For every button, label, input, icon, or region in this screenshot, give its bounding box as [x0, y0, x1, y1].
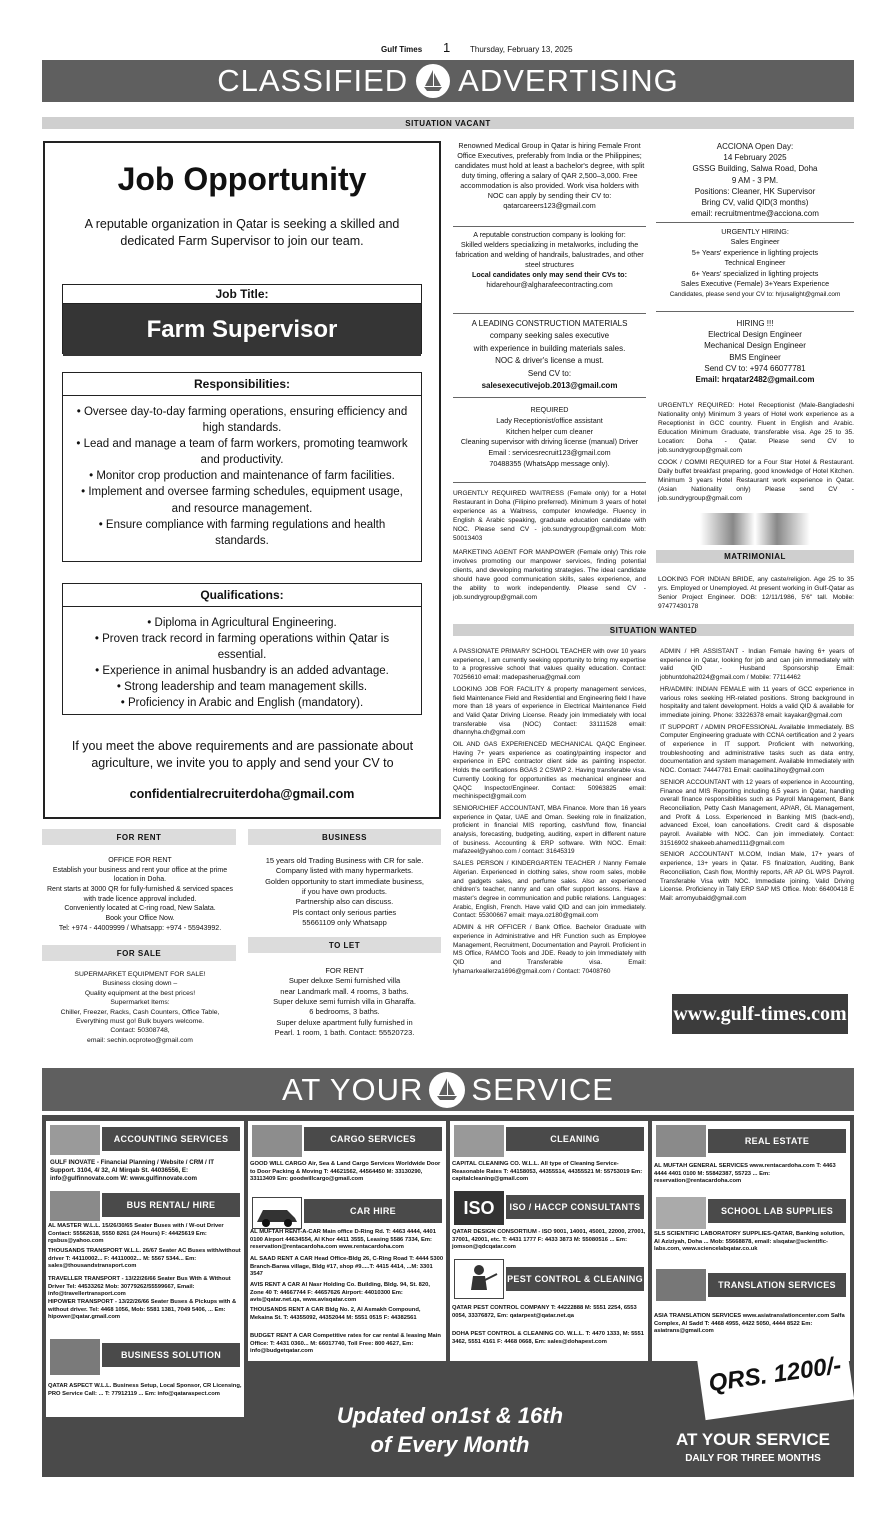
list-item: ADMIN / HR ASSISTANT - Indian Female having 6+ years of experience in Qatar, looking for job and can join immediately with valid QID - Husband Sponsorship Email: jobhuntdoha2024@gmail.com / Mobile: 77114462	[660, 648, 854, 682]
list-item: • Diploma in Agricultural Engineering.	[147, 617, 337, 629]
divider	[453, 226, 646, 227]
let-line: 6 bedrooms, 3 baths.	[309, 1007, 380, 1017]
sale-line: Quality equipment at the best prices!	[84, 989, 196, 997]
translation-image	[656, 1269, 706, 1301]
website-link[interactable]: www.gulf-times.com	[672, 994, 848, 1034]
construction-ad	[453, 230, 646, 290]
car-text-1: AL MUFTAH RENT-A-CAR Main office D-Ring Rd. T: 4463 4444, 4401 0100 Airport 44634554, Al Khor 4411 3555, Leasing 5586 7334, Em: reservation@rentacardoha.com www.rentacardoha.com	[250, 1229, 436, 1251]
classified-banner	[42, 60, 854, 102]
responsibilities-label: Responsibilities:	[63, 373, 421, 396]
materials-line: company seeking sales executive	[489, 331, 610, 341]
matrimonial-ad: LOOKING FOR INDIAN BRIDE, any caste/religion. Age 25 to 35 yrs. Employed or Unemployed. At present working in Gulf-Qatar as Senior Project Engineer. DOB: 12/11/1986, 5'6" tall. Mobile: 97477430178	[658, 576, 854, 611]
office-line: Conveniently located at C-ring road, New Salata.	[64, 905, 216, 913]
sale-line: Contact: 50308748,	[110, 1027, 170, 1035]
uh-line: URGENTLY HIRING:	[721, 227, 789, 236]
service-col-2	[248, 1121, 446, 1361]
updated-note	[250, 1402, 650, 1459]
biz-line: if you have own products.	[301, 887, 388, 897]
iso-icon: ISO	[454, 1191, 504, 1225]
sale-line: Everything must go! Bulk buyers welcome.	[75, 1017, 205, 1025]
for-rent-bar: FOR RENT	[42, 829, 236, 845]
list-item: • Experience in animal husbandry is an added advantage.	[95, 665, 389, 678]
ays-subtitle: DAILY FOR THREE MONTHS	[685, 1453, 821, 1464]
page-number: 1	[443, 40, 451, 55]
accounting-header: ACCOUNTING SERVICES	[102, 1127, 240, 1151]
list-item: A PASSIONATE PRIMARY SCHOOL TEACHER with over 10 years experience, I am currently seeking opportunity to bring my expertise to a progressive school that values quality education. Contact: 70256610 email: madepasherua@gmail.com	[453, 648, 646, 682]
paper-name: Gulf Times	[381, 45, 423, 54]
materials-line: with experience in building materials sales.	[473, 343, 626, 353]
list-item: OIL AND GAS EXPERIENCED MECHANICAL QAQC Engineer. Having 7+ years experience as coating/painting inspector and experience in EPC contractor client side as painting inspector. Holds the certifications BGAS 2 CSWIP 2. Having transferable visa. Currently Looking for opportunities as mechanical engineer and QAQC Inspector/Engineer. Contact: 50963825 email: mechinispect@gmail.com	[453, 741, 646, 801]
job-opportunity-ad	[43, 141, 441, 819]
biz-line: Pls contact only serious parties	[292, 907, 397, 917]
job-email: confidentialrecruiterdoha@gmail.com	[129, 787, 355, 801]
biz-line: Company listed with many hypermarkets.	[275, 866, 414, 876]
cleaning-image	[454, 1125, 504, 1157]
business-solution-header: BUSINESS SOLUTION	[102, 1343, 240, 1367]
sale-line: SUPERMARKET EQUIPMENT FOR SALE!	[74, 971, 206, 978]
sale-line: Chiller, Freezer, Racks, Cash Counters, Office Table,	[60, 1008, 220, 1016]
materials-line: NOC & driver's license a must.	[495, 356, 604, 366]
list-item: HR/ADMIN: INDIAN FEMALE with 11 years of GCC experience in various roles seeking HR-related positions. Strong background in hospitality and talent development. Holds a valid QID & available for immediate joining. Phone: 33226378 email: kayakar@gmail.com	[660, 685, 854, 719]
wanted-left-column	[453, 648, 646, 976]
required-line: Kitchen helper cum cleaner	[505, 426, 594, 436]
uh-line: Sales Executive (Female) 3+Years Experience	[680, 279, 830, 289]
sale-line: email: sechin.ocproteo@gmail.com	[87, 1036, 193, 1044]
pest-text-2: DOHA PEST CONTROL & CLEANING CO. W.L.L. T: 4470 1333, M: 5551 3462, 5551 4161 F: 4468 0668, Em: sales@dohapest.com	[452, 1331, 644, 1345]
situation-wanted-bar: SITUATION WANTED	[453, 624, 854, 636]
list-item: • Strong leadership and team management skills.	[116, 681, 368, 694]
car-hire-header: CAR HIRE	[304, 1199, 442, 1223]
business-ad	[248, 856, 441, 928]
divider	[453, 313, 646, 314]
business-image	[50, 1339, 100, 1375]
school-lab-image	[656, 1197, 706, 1229]
banner-left: AT YOUR	[282, 1071, 424, 1107]
iso-header: ISO / HACCP CONSULTANTS	[506, 1195, 644, 1219]
job-title-label: Job Title:	[63, 285, 421, 304]
uh-line: 6+ Years' specialized in lighting projects	[691, 268, 819, 278]
service-col-4	[652, 1121, 850, 1361]
required-line: 70488355 (WhatsApp message only).	[489, 458, 610, 468]
accounting-image	[50, 1125, 100, 1155]
bus-text-3: TRAVELLER TRANSPORT - 13/22/26/66 Seater Bus With & Without Driver Tel: 44533262 Mob: 30779262/55599667, Email: info@travellertransport.com	[48, 1276, 231, 1298]
qualifications-list	[63, 607, 421, 712]
divider	[453, 397, 646, 398]
office-line: Rent starts at 3000 QR for fully-furnished & serviced spaces with trade licence approval included.	[47, 885, 233, 903]
hiring-email: Email: hrqatar2482@gmail.com	[695, 374, 815, 384]
sale-line: Business closing down –	[102, 980, 178, 988]
price-badge: QRS. 1200/-	[696, 1330, 854, 1420]
service-col-1	[46, 1121, 244, 1417]
uh-line: 5+ Years' experience in lighting projects	[691, 247, 819, 257]
list-item: IT SUPPORT / ADMIN PROFESSIONAL Available Immediately. BS Computer Engineering graduate with CCNA certification and 2 years of experience in IT support. Proficient with networking, troubleshooting and administrative tasks such as data entry, documentation and system management. Available Immediately with NOC. Contact: 74447781 Email: caoliha1ihoy@gmail.com	[660, 723, 854, 775]
office-line: Establish your business and rent your office at the prime location in Doha.	[52, 866, 228, 884]
office-line: Tel: +974 - 44009999 / Whatsapp: +974 - 55943992.	[58, 924, 222, 932]
biz-line: 55661109 only Whatsapp	[302, 918, 387, 928]
hiring-line: Electrical Design Engineer	[708, 330, 802, 340]
let-line: near Landmark mall. 4 rooms, 3 baths.	[280, 986, 409, 996]
list-item: • Implement and oversee farming schedules, equipment usage, and resource management.	[81, 486, 403, 515]
list-item: SENIOR/CHIEF ACCOUNTANT, MBA Finance. More than 16 years experience in Qatar, UAE and Oman. Seeking role in finalization, proficient in financial MIS reporting, cash/fund flow, financial analysis, forecasting, budgeting, auditing, expert in different nature of business. Accounting & ERP software. With NOC. Email: mafazeel@yahoo.com / contact: 31645319	[453, 804, 646, 856]
let-line: Super deluxe Semi furnished villa	[288, 976, 401, 986]
qualifications-box	[62, 583, 422, 715]
medical-ad	[453, 141, 646, 211]
to-let-bar: TO LET	[248, 937, 441, 953]
car-icon	[252, 1197, 302, 1229]
required-line: Lady Receptionist/office assistant	[496, 415, 603, 425]
bus-header: BUS RENTAL/ HIRE	[102, 1193, 240, 1217]
job-intro: A reputable organization in Qatar is seeking a skilled and dedicated Farm Supervisor to join our team.	[84, 217, 400, 248]
bus-text-2: THOUSANDS TRANSPORT W.L.L. 26/67 Seater AC Buses with/without driver T: 44110002... F: 44110002... M: 5567 5344... Em: sales@thousandstransport.com	[48, 1248, 241, 1270]
medical-text: Renowned Medical Group in Qatar is hiring Female Front Office Executives, preferably from India or the Philippines; candidates must hold at least a bachelor's degree, with split duty timing, offering a salary of QAR 2,500–3,000. Free accommodation is also provided. Work visa holders with NOC can apply by sending their CV to:	[454, 141, 645, 200]
responsibilities-list	[63, 396, 421, 549]
service-banner	[42, 1068, 854, 1111]
materials-head: A LEADING CONSTRUCTION MATERIALS	[471, 319, 628, 328]
updated-line-2: of Every Month	[370, 1431, 530, 1457]
acciona-line: Bring CV, valid QID(3 months)	[701, 197, 809, 207]
biz-line: 15 years old Trading Business with CR for sale.	[265, 856, 424, 865]
cleaning-header: CLEANING	[506, 1127, 644, 1151]
business-bar: BUSINESS	[248, 829, 441, 845]
urgently-hiring-ad	[656, 227, 854, 299]
acciona-ad	[656, 141, 854, 219]
translation-header: TRANSLATION SERVICES	[708, 1273, 846, 1297]
uh-email: Candidates, please send your CV to: hrjusalight@gmail.com	[669, 290, 841, 298]
list-item: LOOKING JOB FOR FACILITY & property management services, field Maintenance Field and Residential and Engineering field I have more than 18 years of experience in Electrical Maintenance Field and Valid Qatar Driving License. Ready join Immediately with local transferable visa (NOC) Contact: 33111528 email: dhannyha.ch@gmail.com	[453, 685, 646, 737]
translation-text: ASIA TRANSLATION SERVICES www.asiatranslationcenter.com Salfa Complex, Al Sadd T: 4468 4955, 4422 5050, 4444 8522 Em: asiatrans@gmail.com	[654, 1313, 845, 1335]
for-sale-bar: FOR SALE	[42, 945, 236, 961]
list-item: • Proficiency in Arabic and English (mandatory).	[120, 697, 364, 710]
acciona-email: email: recruitmentme@acciona.com	[691, 209, 819, 219]
school-lab-header: SCHOOL LAB SUPPLIES	[708, 1199, 846, 1223]
acciona-line: GSSG Building, Salwa Road, Doha	[692, 164, 818, 174]
acciona-line: 14 February 2025	[723, 153, 787, 163]
real-estate-text: AL MUFTAH GENERAL SERVICES www.rentacardoha.com T: 4463 4444 4401 0100 M: 55842387, 55723 ... Em: reservation@rentacardoha.com	[654, 1163, 836, 1185]
responsibilities-box	[62, 372, 422, 562]
let-line: Super deluxe apartment fully furnished in	[276, 1017, 413, 1027]
job-title-value: Farm Supervisor	[63, 304, 421, 356]
divider	[656, 311, 854, 312]
list-item: • Ensure compliance with farming regulations and health standards.	[98, 518, 386, 547]
real-estate-header: REAL ESTATE	[708, 1129, 846, 1153]
construction-email: hidarehour@algharafeecontracting.com	[486, 279, 613, 289]
bus-text-1: AL MASTER W.L.L. 15/26/30/65 Seater Buses with / W-out Driver Contact: 55562618, 5550 8261 (24 Hours) F: 44425619 Em: rgsbus@yahoo.com	[48, 1223, 224, 1245]
let-line: Super deluxe semi furnish villa in Gharaffa.	[273, 997, 416, 1007]
cook-ad: COOK / COMMI REQUIRED for a Four Star Hotel & Restaurant. Daily buffet breakfast preparing, good knowledge of Hotel Kitchen. Minimum 3 years Hotel Restaurant work experience in Qatar. (Asian Nationality only) Please send CV - job.sundrygroup@gmail.com	[658, 459, 854, 503]
waitress-ad: URGENTLY REQUIRED WAITRESS (Female only) for a Hotel Restaurant in Doha (Filipino preferred). Minimum 3 years of hotel experience as a Waitress, computer knowledge. Fluency in English & Arabic speaking, graduate education candidate with NOC. Please send CV - job.sundrygroup@gmail.com Mob: 50013403	[453, 490, 646, 543]
car-text-4: THOUSANDS RENT A CAR Bldg No. 2, Al Asmakh Compound, Mekaina St. T: 44355092, 44352044 M: 5551 0515 F: 44382561	[250, 1307, 421, 1321]
hiring-line: Send CV to: +974 66077781	[704, 363, 806, 373]
materials-line: Send CV to:	[527, 368, 572, 378]
decorative-graphic	[700, 513, 810, 545]
job-closing: If you meet the above requirements and are passionate about agriculture, we invite you to apply and send your CV to	[71, 739, 414, 770]
hiring-line: Mechanical Design Engineer	[704, 341, 806, 351]
bus-image	[50, 1191, 100, 1221]
biz-line: Partnership also can discuss.	[295, 897, 394, 907]
required-ad	[453, 405, 646, 470]
banner-right: SERVICE	[471, 1071, 614, 1107]
to-let-ad	[248, 966, 441, 1038]
date: Thursday, February 13, 2025	[470, 45, 573, 54]
acciona-line: 9 AM - 3 PM.	[731, 175, 779, 185]
banner-left: CLASSIFIED	[217, 63, 409, 98]
office-line: Book your Office Now.	[105, 914, 175, 922]
let-line: Pearl. 1 room, 1 bath. Contact: 55520723.	[274, 1028, 415, 1038]
pest-header: PEST CONTROL & CLEANING	[506, 1267, 644, 1291]
updated-line-1: Updated on1st & 16th	[336, 1403, 564, 1428]
list-item: ADMIN & HR OFFICER / Bank Office. Bachelor Graduate with experience in Administrative and HR Function such as Employee Management, Recruitment, Documentation and Payroll. Proficient in MS Office, RAMCO Tools and JDE. Ready to join Immediately with QID and Transferable visa. Email: lyhamarkeallerza1696@gmail.com / Contact: 70408760	[453, 924, 646, 975]
service-col-3	[450, 1121, 648, 1361]
car-text-2: AL SAAD RENT A CAR Head Office-Bldg 26, C-Ring Road T: 4444 5300 Branch-Barwa village, Bldg #17, shop #9.....T: 4415 4414, ...M: 3301 3547	[250, 1256, 444, 1278]
real-estate-image	[656, 1125, 706, 1157]
let-line: FOR RENT	[325, 966, 364, 975]
cleaning-text: CAPITAL CLEANING CO. W.L.L. All type of Cleaning Service-Reasonable Rates T: 44158053, 44355514, 44355521 M: 55753019 Em: capitalcleaning@gmail.com	[452, 1161, 643, 1183]
pest-text-1: QATAR PEST CONTROL COMPANY T: 44222888 M: 5551 2254, 6553 0054, 33376872, Em: qatarpest@qatar.net.qa	[452, 1305, 637, 1319]
accounting-text: GULF INOVATE - Financial Planning / Website / CRM / IT Support. 3104, 4/ 32, Al Mirqab St. 44036556, E: info@gulfinnovate.com W: www.gulfinnovate.com	[50, 1159, 214, 1183]
list-item: • Oversee day-to-day farming operations, ensuring efficiency and high standards.	[76, 406, 408, 435]
required-line: Cleaning supervisor with driving license (manual) Driver	[460, 437, 639, 447]
matrimonial-bar: MATRIMONIAL	[656, 550, 854, 563]
acciona-line: ACCIONA Open Day:	[716, 142, 794, 151]
marketing-ad: MARKETING AGENT FOR MANPOWER (Female only) This role involves promoting our manpower services, finding potential clients, and developing marketing strategies. The ideal candidate should have good communication skills, sales experience, and the ability to work independently. Please send CV - job.sundrygroup@gmail.com	[453, 549, 646, 602]
required-line: Email : servicesrecruit123@gmail.com	[488, 448, 611, 458]
divider	[656, 222, 854, 223]
qualifications-label: Qualifications:	[63, 584, 421, 607]
cargo-text: GOOD WILL CARGO Air, Sea & Land Cargo Services Worldwide Door to Door Packing & Moving T: 44621562, 44564450 M: 33130290, 33113409 Em: goodwillcargo@gmail.com	[250, 1161, 441, 1183]
uh-line: Sales Engineer	[730, 237, 780, 247]
sale-line: Supermarket Items:	[110, 999, 170, 1007]
hiring-line: BMS Engineer	[729, 352, 781, 362]
ays-title: AT YOUR SERVICE	[676, 1430, 830, 1449]
list-item: • Monitor crop production and maintenance of farm facilities.	[89, 470, 395, 483]
car-text-5: BUDGET RENT A CAR Competitive rates for car rental & leasing Main Office: T: 4431 0360... M: 66017740, Toll Free: 800 4627, Em: info@budgetqatar.com	[250, 1333, 441, 1355]
receptionist-ad: URGENTLY REQUIRED: Hotel Receptionist (Male-Bangladeshi Nationality only) Minimum 3 years of Hotel work experience as a Receptionist in GCC country. Fluent in English and Arabic. Education Minimum Graduate, transferable visa. Age 25 to 35. Location: Doha - Qatar. Please send CV to job.sundrygroup@gmail.com	[658, 402, 854, 455]
office-line: OFFICE FOR RENT	[108, 857, 172, 864]
situation-vacant-bar: SITUATION VACANT	[42, 117, 854, 129]
medical-email: qatarcareers123@gmail.com	[503, 200, 596, 210]
office-rent-ad	[42, 856, 238, 933]
car-text-3: AVIS RENT A CAR Al Nasr Holding Co. Building, Bldg. 94, St. 820, Zone 40 T: 44667744 F: 44657626 Airport: 44010300 Em: avis@qatar.net.qa, www.avisqatar.com	[250, 1282, 430, 1304]
bus-text-4: HIPOWER TRANSPORT - 13/22/26/66 Seater Buses & Pickups with & without driver. Tel: 4468 1056, Mob: 5581 1381, 7049 5406, ... Em: hipower@qatar.gmail.com	[48, 1299, 237, 1321]
job-title-heading: Job Opportunity	[117, 161, 367, 197]
hiring-line: HIRING !!!	[736, 319, 774, 328]
materials-email: salesexecutivejob.2013@gmail.com	[481, 380, 618, 390]
divider	[453, 482, 646, 483]
list-item: • Lead and manage a team of farm workers, promoting teamwork and productivity.	[76, 438, 408, 467]
required-head: REQUIRED	[530, 405, 569, 414]
construction-head: A reputable construction company is looking for:	[473, 230, 626, 239]
wanted-right-column	[660, 648, 854, 904]
construction-apply: Local candidates only may send their CVs to:	[472, 269, 627, 279]
ship-icon	[429, 1072, 465, 1108]
list-item: SALES PERSON / KINDERGARTEN TEACHER / Nanny Female Algerian. Experienced in clothing sales, show room sales, mobile and gadgets sales, and perfume sales. Also an experienced children's teacher, nanny and can offer support lessons. Have a master's degree in communication and public relations. Languages: Arabic, English, French. Have valid QID and can join immediately. Contact: 55300667 email: maya.oz180@gmail.com	[453, 860, 646, 920]
biz-line: Golden opportunity to start immediate business,	[265, 876, 424, 886]
iso-text: QATAR DESIGN CONSORTIUM - ISO 9001, 14001, 45001, 22000, 27001, 37001, 42001, etc. T: 4431 1777 F: 4433 3873 M: 55080516 ... Em: jomson@qdcqatar.com	[452, 1229, 646, 1251]
hiring-ad	[656, 318, 854, 385]
ship-icon	[416, 64, 450, 98]
banner-right: ADVERTISING	[458, 63, 679, 98]
supermarket-ad	[42, 970, 238, 1045]
materials-ad	[453, 318, 646, 392]
list-item: SENIOR ACCOUNTANT M.COM, Indian Male, 17+ years of experience, 13+ years in Qatar. FS finalization, Auditing, Bank Reconciliation, Cash flow, Monthly reports, AR AP GL WPS Payroll. Transferable Visa with NOC. Immediate joining. Valid Driving License. Proficiency in Tally ERP SAP MS Office. Mob: 66400418 E Mail: arromyubaid@gmail.com	[660, 851, 854, 902]
business-solution-text: QATAR ASPECT W.L.L. Business Setup, Local Sponsor, CR Licensing, PRO Service Call: ... T: 77912119 ... Em: info@qataraspect.com	[48, 1383, 242, 1397]
acciona-line: Positions: Cleaner, HK Supervisor	[694, 186, 816, 196]
list-item: • Proven track record in farming operations within Qatar is essential.	[94, 633, 390, 662]
pest-control-icon	[454, 1259, 504, 1299]
construction-body: Skilled welders specializing in metalworks, including the fabrication and welding of handrails, balustrades, and other steel structures	[455, 239, 644, 269]
cargo-image	[252, 1125, 302, 1157]
school-lab-text: SLS SCIENTIFIC LABORATORY SUPPLIES-QATAR, Banking solution, Al Aziziyah, Doha ... Mob: 55668878, email: slsqatar@scientific-labs.com, www.sciencelabqatar.co.uk	[654, 1231, 845, 1253]
list-item: SENIOR ACCOUNTANT with 12 years of experience in Accounting, Finance and MIS Reporting including 6.5 years in Qatar, handling overall finance responsibilities such as Payroll Management, Bank Reconciliation, Petty Cash Management, AP/AR, GL Management, and Profit & Loss. Experienced in Banking MIS (back-end), advanced Excel, loan cancellations. Credit card & disposable payroll. Available with NOC. Can join immediately. Contact: 31516902 shakeeb.ahamed111@gmail.com	[660, 778, 854, 847]
cargo-header: CARGO SERVICES	[304, 1127, 442, 1151]
uh-line: Technical Engineer	[724, 258, 786, 268]
job-title-box	[62, 284, 422, 354]
